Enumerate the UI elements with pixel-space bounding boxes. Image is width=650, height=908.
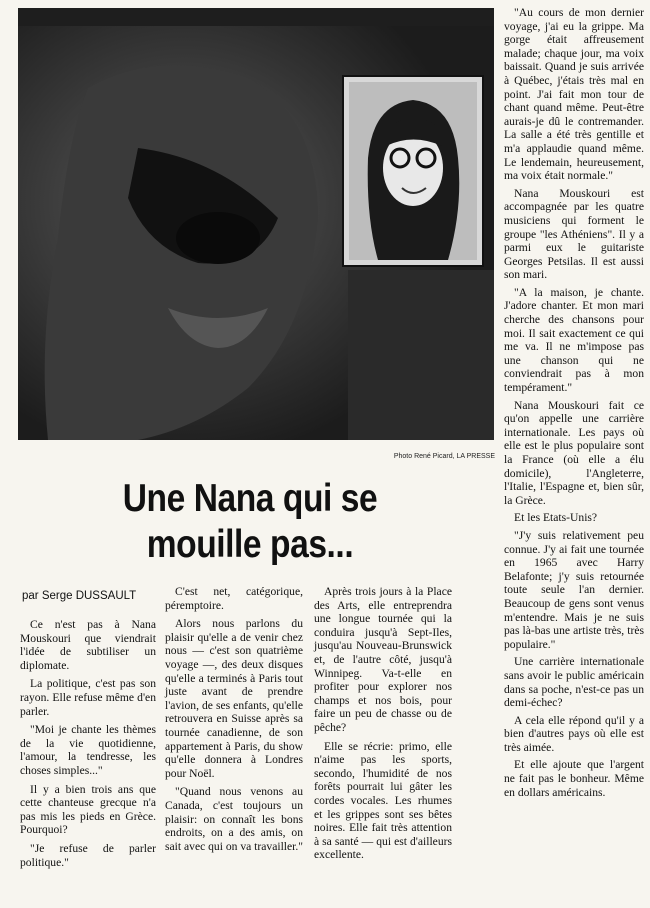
article-photo [18,8,494,440]
photo-credit: Photo René Picard, LA PRESSE [393,453,495,460]
paragraph: C'est net, catégorique, péremptoire. [165,585,303,612]
paragraph: Et les Etats-Unis? [514,511,598,525]
article-column-4 [504,6,644,803]
byline: par Serge DUSSAULT [22,590,137,602]
article-column-1 [20,618,156,874]
paragraph: "Quand nous venons au Canada, c'est toujours un plaisir: on connaît les bons endroits, on a des amis, on sait avec qui on va travailler." [165,785,304,853]
paragraph: "A la maison, je chante. J'adore chanter. Et mon mari cherche des chansons pour moi. Il sait exactement ce qui me va. Il ne m'impose pas une chanson qui ne conviendrait pas à mon tempérament." [504,285,644,395]
headline-line-2: mouille pas... [146,523,354,566]
paragraph: La politique, c'est pas son rayon. Elle refuse même d'en parler. [20,677,156,718]
headline-line-1: Une Nana qui se [122,477,378,520]
paragraph: Ce n'est pas à Nana Mouskouri que viendrait l'idée de subtiliser un diplomate. [20,618,156,672]
article-column-3 [314,585,452,867]
paragraph: "Je refuse de parler politique." [20,841,156,869]
paragraph: Après trois jours à la Place des Arts, elle entreprendra une longue tournée qui la conduira jusqu'à Sept-Iles, jusqu'au Nouveau-Brunswick et, de l'autre côté, jusqu'à Winnipeg. Va-t-elle en profiter pour explorer nos champs et nos bois, pour faire un peu de chasse ou de pêche? [314,585,452,734]
photo-illustration [18,8,494,440]
headline [87,476,414,568]
paragraph: Nana Mouskouri est accompagnée par les quatre musiciens qui forment le groupe "les Athéniens". Il y a parmi eux le guitariste Georges Petsilas. Il est aussi son mari. [504,186,644,282]
paragraph: Il y a bien trois ans que cette chanteuse grecque n'a pas mis les pieds en Grèce. Pourquoi? [20,782,156,837]
paragraph: A cela elle répond qu'il y a bien d'autres pays où elle est très aimée. [504,713,644,754]
paragraph: Une carrière internationale sans avoir le public américain dans sa poche, n'est-ce pas un demi-échec? [504,655,644,710]
paragraph: "Moi je chante les thèmes de la vie quotidienne, l'amour, la tendresse, les choses simples..." [20,723,156,777]
paragraph: "Au cours de mon dernier voyage, j'ai eu la grippe. Ma gorge était affreusement malade; chaque jour, ma voix baissait. Quand je suis arrivée à Québec, j'étais très mal en point. J'ai fait mon tour de chant quand même. Peut-être aurais-je dû le contremander. La salle a été très gentille et m'a applaudie quand même. Le lendemain, heureusement, ma voix était normale." [504,6,644,183]
paragraph: Elle se récrie: primo, elle n'aime pas les sports, secondo, l'humidité de nos forêts pourrait lui gâter les cordes vocales. Les rhumes et les grippes sont ses bêtes noires. Elle fait très attention à sa santé — qui est d'ailleurs excellente. [314,739,452,862]
paragraph: Et elle ajoute que l'argent ne fait pas le bonheur. Même en dollars américains. [504,758,644,799]
paragraph: Nana Mouskouri fait ce qu'on appelle une carrière internationale. Les pays où elle est le plus populaire sont la France (où elle a élu domicile), l'Angleterre, l'Italie, l'Espagne et, bien sûr, la Grèce. [504,398,644,507]
paragraph: Alors nous parlons du plaisir qu'elle a de venir chez nous — c'est son quatrième voyage —, des deux disques qu'elle a terminés à Paris tout juste avant de prendre l'avion, de ses enfants, qu'elle retrouvera en Suisse après sa tournée canadienne, de son appartement à Paris, du show qu'elle donnera à Londres pour Noël. [165,617,303,780]
article-column-2 [165,585,303,858]
paragraph: "J'y suis relativement peu connue. J'y ai fait une tournée en 1965 avec Harry Belafonte; j'y suis retournée toute seule l'an dernier. Beaucoup de gens sont venus m'entendre. Mais je ne suis pas là-bas une artiste très, très populaire." [504,528,644,651]
